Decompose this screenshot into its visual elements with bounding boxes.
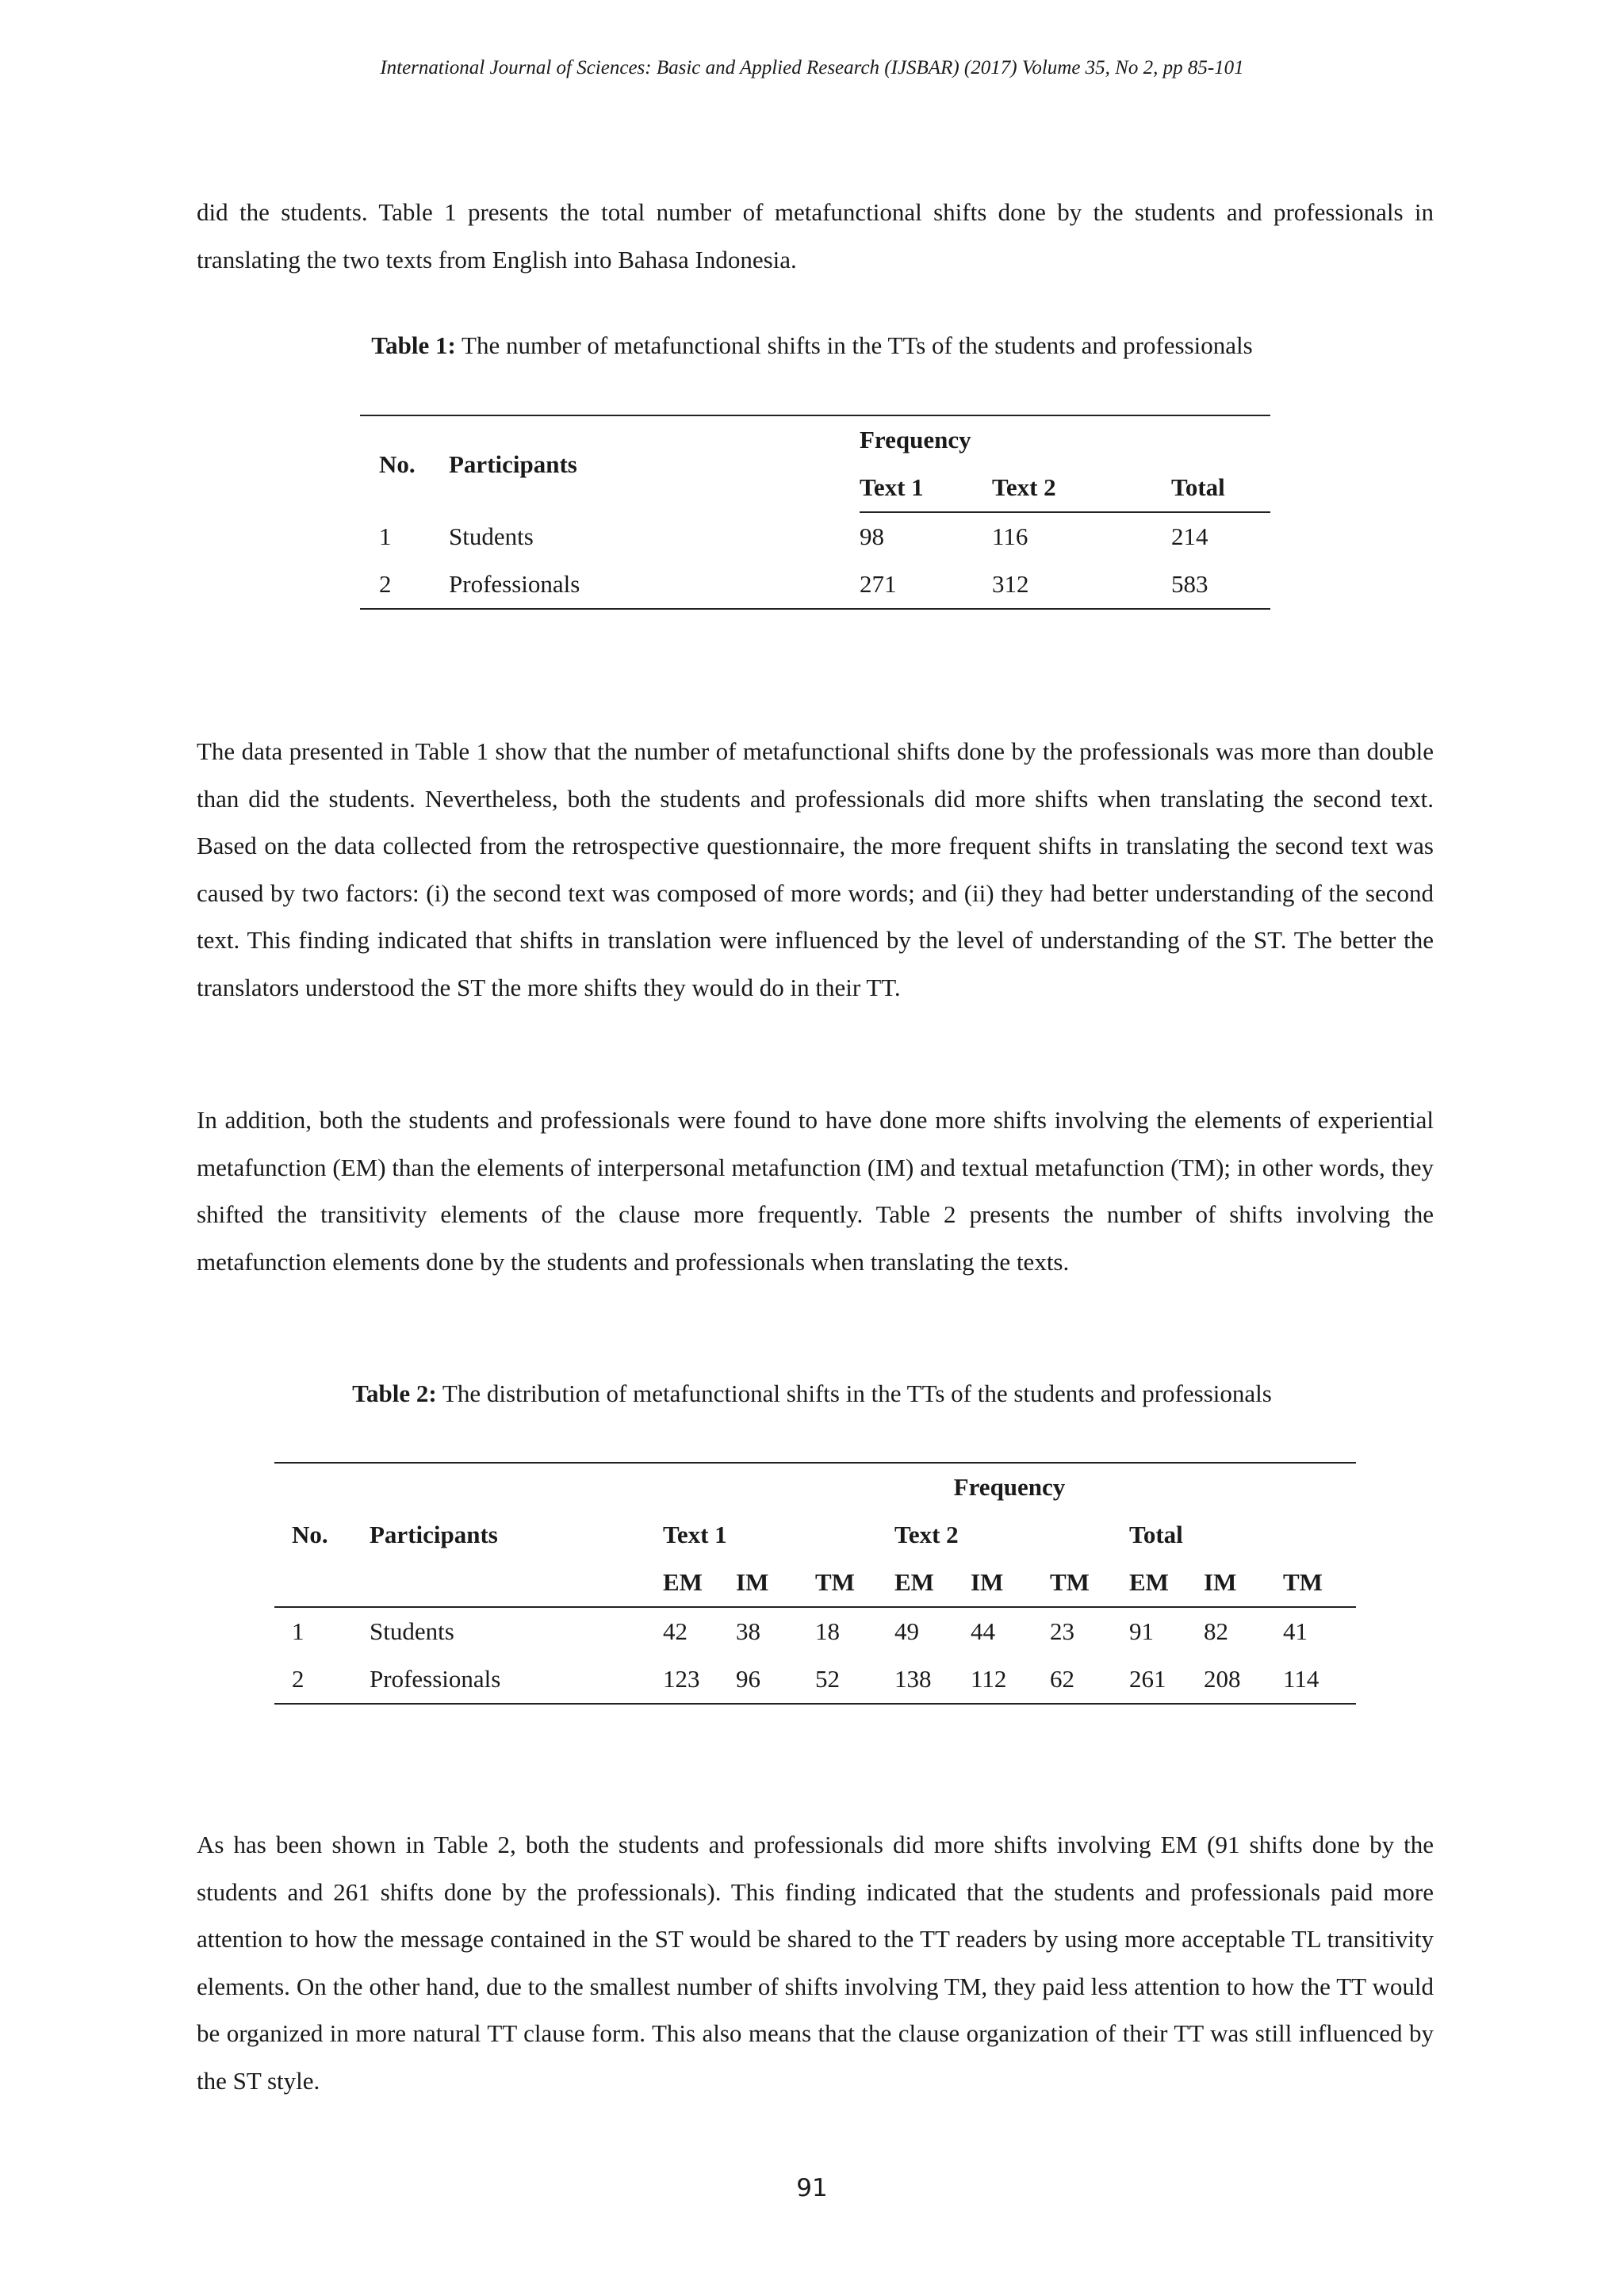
table2-cell-no: 1 (292, 1617, 304, 1645)
table1-caption-text: The number of metafunctional shifts in the TTs of the students and professionals (455, 331, 1253, 359)
table2-cell-value: 96 (736, 1665, 760, 1693)
table2-header-em: EM (663, 1559, 736, 1607)
table2-header-text1: Text 1 (663, 1521, 727, 1548)
table1-cell-no: 2 (379, 570, 392, 598)
table1-cell-text2: 312 (992, 570, 1029, 598)
table1-cell-total: 583 (1171, 570, 1208, 598)
table1-header-participants: Participants (449, 450, 577, 478)
paragraph-table1-discussion: The data presented in Table 1 show that the number of metafunctional shifts done by the professionals was more than double than did the students. Nevertheless, both the students and professionals did more shifts when translating the second text. Based on the data collected from the retrospective questionnaire, the more frequent shifts in translating the second text was caused by two factors: (i) the second text was composed of more words; and (ii) they had better understanding of the second text. This finding indicated that shifts in translation were influenced by the level of understanding of the ST. The better the translators understood the ST the more shifts they would do in their TT. (197, 737, 1434, 1001)
table2-header-total: Total (1129, 1521, 1183, 1548)
table1-cell-text1: 271 (860, 570, 897, 598)
table2-caption-text: The distribution of metafunctional shifts in the TTs of the students and professionals (436, 1380, 1272, 1407)
table2-header-tm: TM (1283, 1559, 1356, 1607)
page-number: 91 (796, 2174, 828, 2202)
table2-cell-participant: Professionals (370, 1665, 501, 1693)
journal-header: International Journal of Sciences: Basic and Applied Research (IJSBAR) (2017) Volume 35, No 2, pp 85-101 (380, 57, 1244, 78)
table2-cell-value: 52 (815, 1665, 840, 1693)
table2-cell-value: 114 (1283, 1665, 1320, 1693)
table2-header-im: IM (971, 1559, 1050, 1607)
table1-caption (0, 331, 1624, 360)
table-row (360, 512, 1270, 561)
table2-cell-value: 23 (1050, 1617, 1074, 1645)
table1-cell-text2: 116 (992, 522, 1028, 550)
table2-cell-value: 42 (663, 1617, 688, 1645)
table2-cell-value: 82 (1204, 1617, 1228, 1645)
paragraph-table2-discussion: As has been shown in Table 2, both the students and professionals did more shifts involving EM (91 shifts done by the students and 261 shifts done by the professionals). This finding indicated that the students and professionals paid more attention to how the message contained in the ST would be shared to the TT readers by using more acceptable TL transitivity elements. On the other hand, due to the smallest number of shifts involving TM, they paid less attention to how the TT would be organized in more natural TT clause form. This also means that the clause organization of their TT was still influenced by the ST style. (197, 1831, 1434, 2095)
table2-header-im: IM (1204, 1559, 1283, 1607)
table2-header-im: IM (736, 1559, 815, 1607)
table2-header-em: EM (894, 1559, 971, 1607)
table2-header-tm: TM (1050, 1559, 1129, 1607)
table1-cell-participant: Students (449, 522, 534, 550)
table2-cell-value: 123 (663, 1665, 700, 1693)
table2-header-tm: TM (815, 1559, 894, 1607)
table1-header-no: No. (379, 450, 416, 478)
table2-cell-value: 91 (1129, 1617, 1154, 1645)
table2-cell-value: 138 (894, 1665, 932, 1693)
table2-cell-participant: Students (370, 1617, 454, 1645)
table2-caption-label: Table 2: (352, 1380, 437, 1407)
table2-cell-value: 62 (1050, 1665, 1074, 1693)
table1-header-frequency: Frequency (860, 426, 971, 453)
table2-header-em: EM (1129, 1559, 1204, 1607)
paragraph-intro: did the students. Table 1 presents the total number of metafunctional shifts done by the students and professionals in translating the two texts from English into Bahasa Indonesia. (197, 198, 1434, 274)
table2-header-text2: Text 2 (894, 1521, 959, 1548)
table2-cell-value: 38 (736, 1617, 760, 1645)
table2-header-no: No. (292, 1521, 328, 1548)
table1-caption-label: Table 1: (371, 331, 456, 359)
table1-cell-total: 214 (1171, 522, 1208, 550)
table2-cell-value: 44 (971, 1617, 995, 1645)
table-row (274, 1655, 1356, 1704)
table1-cell-text1: 98 (860, 522, 884, 550)
table2-header-participants: Participants (370, 1521, 498, 1548)
table2-header-frequency: Frequency (953, 1473, 1066, 1501)
table2-cell-value: 41 (1283, 1617, 1308, 1645)
table2-cell-no: 2 (292, 1665, 304, 1693)
table2-cell-value: 208 (1204, 1665, 1241, 1693)
table1-header-text1: Text 1 (860, 464, 992, 512)
table1-header-total: Total (1171, 464, 1270, 512)
table2-cell-value: 18 (815, 1617, 840, 1645)
table1-cell-participant: Professionals (449, 570, 580, 598)
table-row (274, 1607, 1356, 1655)
table2-caption (0, 1380, 1624, 1408)
table2-cell-value: 261 (1129, 1665, 1166, 1693)
table2 (274, 1462, 1356, 1705)
table1 (360, 415, 1270, 610)
table2-cell-value: 112 (971, 1665, 1007, 1693)
table1-cell-no: 1 (379, 522, 392, 550)
table-row (360, 561, 1270, 609)
table2-cell-value: 49 (894, 1617, 919, 1645)
table1-header-text2: Text 2 (992, 464, 1171, 512)
paragraph-metafunction-elements: In addition, both the students and professionals were found to have done more shifts involving the elements of experiential metafunction (EM) than the elements of interpersonal metafunction (IM) and textual metafunction (TM); in other words, they shifted the transitivity elements of the clause more frequently. Table 2 presents the number of shifts involving the metafunction elements done by the students and professionals when translating the texts. (197, 1106, 1434, 1276)
